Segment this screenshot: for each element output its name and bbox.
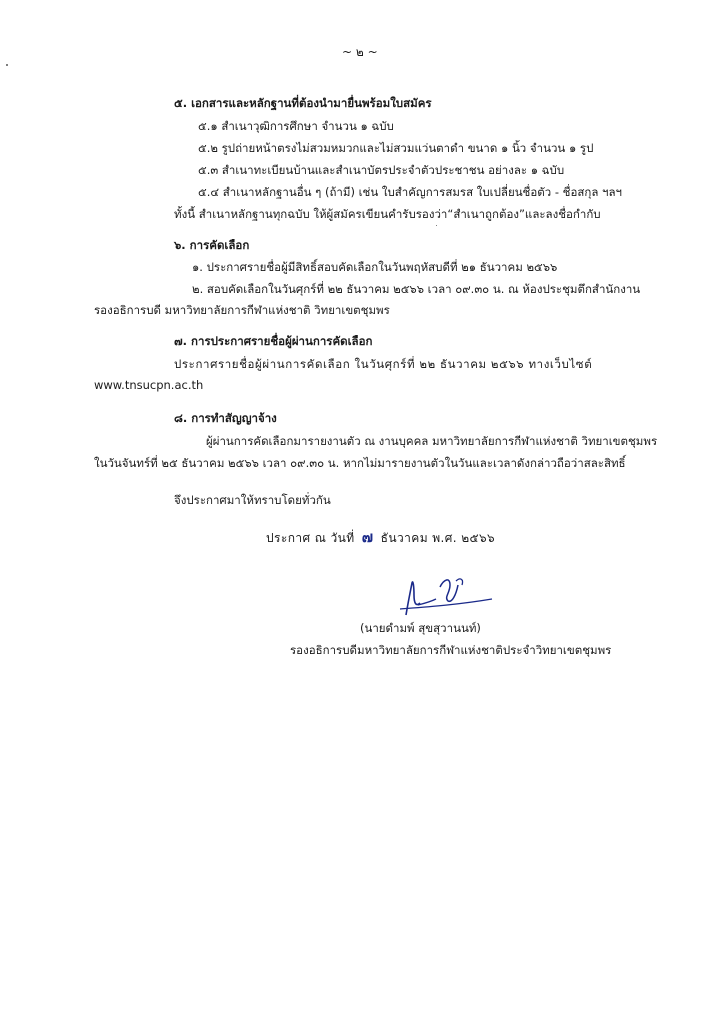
section5-item-1: ๕.๑ สำเนาวุฒิการศึกษา จำนวน ๑ ฉบับ bbox=[198, 119, 394, 133]
closing-statement: จึงประกาศมาให้ทราบโดยทั่วกัน bbox=[174, 493, 331, 507]
section5-item-3: ๕.๓ สำเนาทะเบียนบ้านและสำเนาบัตรประจำตัวประชาชน อย่างละ ๑ ฉบับ bbox=[198, 163, 565, 177]
section8-text: ผู้ผ่านการคัดเลือกมารายงานตัว ณ งานบุคคล มหาวิทยาลัยการกีฬาแห่งชาติ วิทยาเขตชุมพร bbox=[206, 434, 658, 448]
section5-item-2: ๕.๒ รูปถ่ายหน้าตรงไม่สวมหมวกและไม่สวมแว่นตาดำ ขนาด ๑ นิ้ว จำนวน ๑ รูป bbox=[198, 141, 594, 155]
handwritten-day: ๗ bbox=[361, 528, 374, 546]
section6-item-1: ๑. ประกาศรายชื่อผู้มีสิทธิ์สอบคัดเลือกในวันพฤหัสบดีที่ ๒๑ ธันวาคม ๒๕๖๖ bbox=[192, 260, 558, 274]
section6-item-2: ๒. สอบคัดเลือกในวันศุกร์ที่ ๒๒ ธันวาคม ๒๕๖๖ เวลา ๐๙.๓๐ น. ณ ห้องประชุมตึกสำนักงาน bbox=[192, 282, 641, 296]
section5-heading: ๕. เอกสารและหลักฐานที่ต้องนำมายื่นพร้อมใบสมัคร bbox=[174, 96, 432, 110]
section5-item-4: ๕.๔ สำเนาหลักฐานอื่น ๆ (ถ้ามี) เช่น ใบสำคัญการสมรส ใบเปลี่ยนชื่อตัว - ชื่อสกุล ฯลฯ bbox=[198, 185, 623, 199]
signatory-title: รองอธิการบดีมหาวิทยาลัยการกีฬาแห่งชาติประจำวิทยาเขตชุมพร bbox=[290, 643, 612, 657]
signature-icon bbox=[396, 573, 496, 623]
section6-item-2-cont: รองอธิการบดี มหาวิทยาลัยการกีฬาแห่งชาติ วิทยาเขตชุมพร bbox=[94, 303, 390, 317]
announce-prefix: ประกาศ ณ วันที่ bbox=[266, 531, 355, 545]
section8-heading: ๘. การทำสัญญาจ้าง bbox=[174, 411, 277, 425]
scan-speck bbox=[436, 225, 437, 226]
section5-note: ทั้งนี้ สำเนาหลักฐานทุกฉบับ ให้ผู้สมัครเขียนคำรับรองว่า“สำเนาถูกต้อง”และลงชื่อกำกับ bbox=[174, 207, 601, 221]
section7-text: ประกาศรายชื่อผู้ผ่านการคัดเลือก ในวันศุกร์ที่ ๒๒ ธันวาคม ๒๕๖๖ ทางเว็บไซต์ bbox=[174, 357, 593, 371]
section8-text-cont: ในวันจันทร์ที่ ๒๕ ธันวาคม ๒๕๖๖ เวลา ๐๙.๓๐ น. หากไม่มารายงานตัวในวันและเวลาดังกล่าวถือว่าสละสิทธิ์ bbox=[94, 456, 626, 470]
page-number: ~ ๒ ~ bbox=[342, 45, 378, 59]
announcement-date bbox=[266, 529, 495, 546]
scan-speck bbox=[6, 64, 8, 66]
website-link[interactable]: www.tnsucpn.ac.th bbox=[94, 378, 204, 392]
section7-heading: ๗. การประกาศรายชื่อผู้ผ่านการคัดเลือก bbox=[174, 334, 373, 348]
announce-suffix: ธันวาคม พ.ศ. ๒๕๖๖ bbox=[380, 531, 496, 545]
signatory-name: (นายดำมพ์ สุขสุวานนท์) bbox=[360, 621, 481, 635]
section6-heading: ๖. การคัดเลือก bbox=[174, 238, 250, 252]
